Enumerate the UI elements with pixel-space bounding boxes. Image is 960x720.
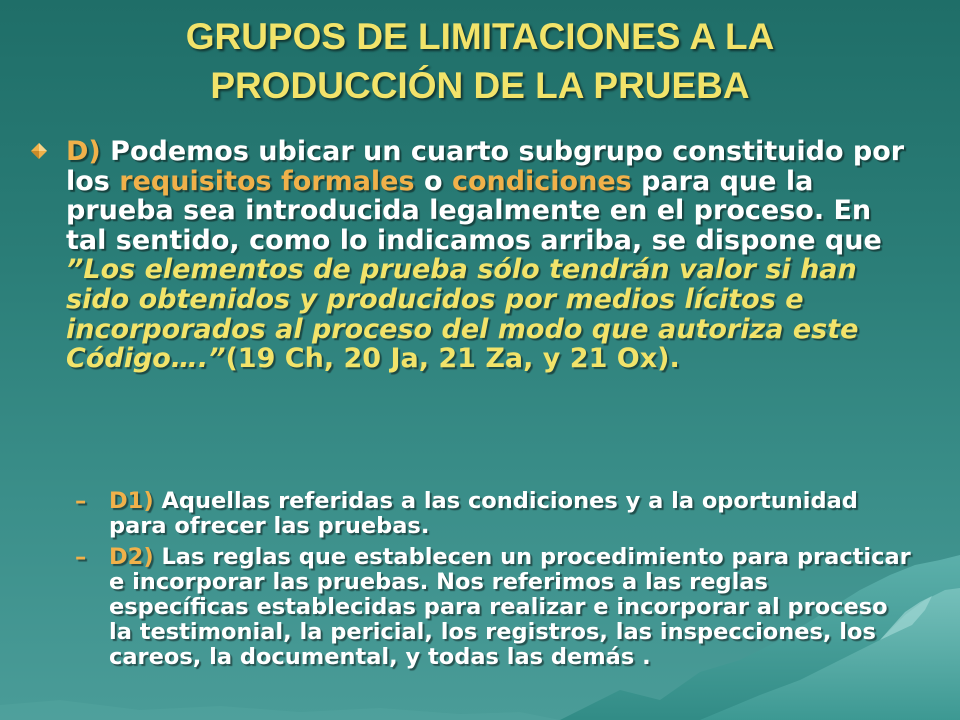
- title-line-2: PRODUCCIÓN DE LA PRUEBA: [210, 65, 750, 106]
- main-text-2: o: [414, 165, 452, 197]
- main-text-1: Podemos ubicar un cuarto subgrupo constituido por los: [66, 136, 905, 197]
- main-point-label: D): [66, 136, 101, 167]
- sub-point-d2-label: D2): [109, 544, 154, 570]
- highlight-condiciones: condiciones: [451, 165, 632, 197]
- diamond-bullet-icon: [30, 142, 48, 160]
- sub-point-d1-body: Aquellas referidas a las condiciones y a la oportunidad para ofrecer las pruebas.: [109, 488, 858, 539]
- slide-title: [40, 12, 920, 110]
- dash-bullet-icon: –: [75, 488, 87, 514]
- sub-point-d2-body: Las reglas que establecen un procedimiento para practicar e incorporar las pruebas. Nos referimos a las reglas específicas establecidas para realizar e incorporar al proceso la testimonial, la pericial, los registros, las inspecciones, los careos, la documental, y todas las demás .: [109, 544, 911, 670]
- main-text-3: para que la prueba sea introducida legalmente en el proceso. En tal sentido, como lo indicamos arriba, se dispone que: [66, 165, 882, 256]
- sub-point-d1: [75, 489, 915, 539]
- highlight-requisitos-formales: requisitos formales: [119, 165, 415, 197]
- title-line-1: GRUPOS DE LIMITACIONES A LA: [185, 16, 775, 57]
- sub-point-d2-text: [109, 545, 915, 670]
- sub-point-d1-label: D1): [109, 488, 154, 514]
- main-paragraph: [66, 137, 910, 374]
- sub-point-d2: [75, 545, 915, 670]
- legal-citation: (19 Ch, 20 Ja, 21 Za, y 21 Ox).: [225, 343, 680, 375]
- dash-bullet-icon: –: [75, 544, 87, 570]
- legal-quote: ”Los elementos de prueba sólo tendrán valor si han sido obtenidos y producidos por medios lícitos e incorporados al proceso del modo que autoriza este Código….”: [66, 254, 859, 375]
- sub-point-d1-text: [109, 489, 915, 539]
- main-bullet-point: [30, 137, 910, 374]
